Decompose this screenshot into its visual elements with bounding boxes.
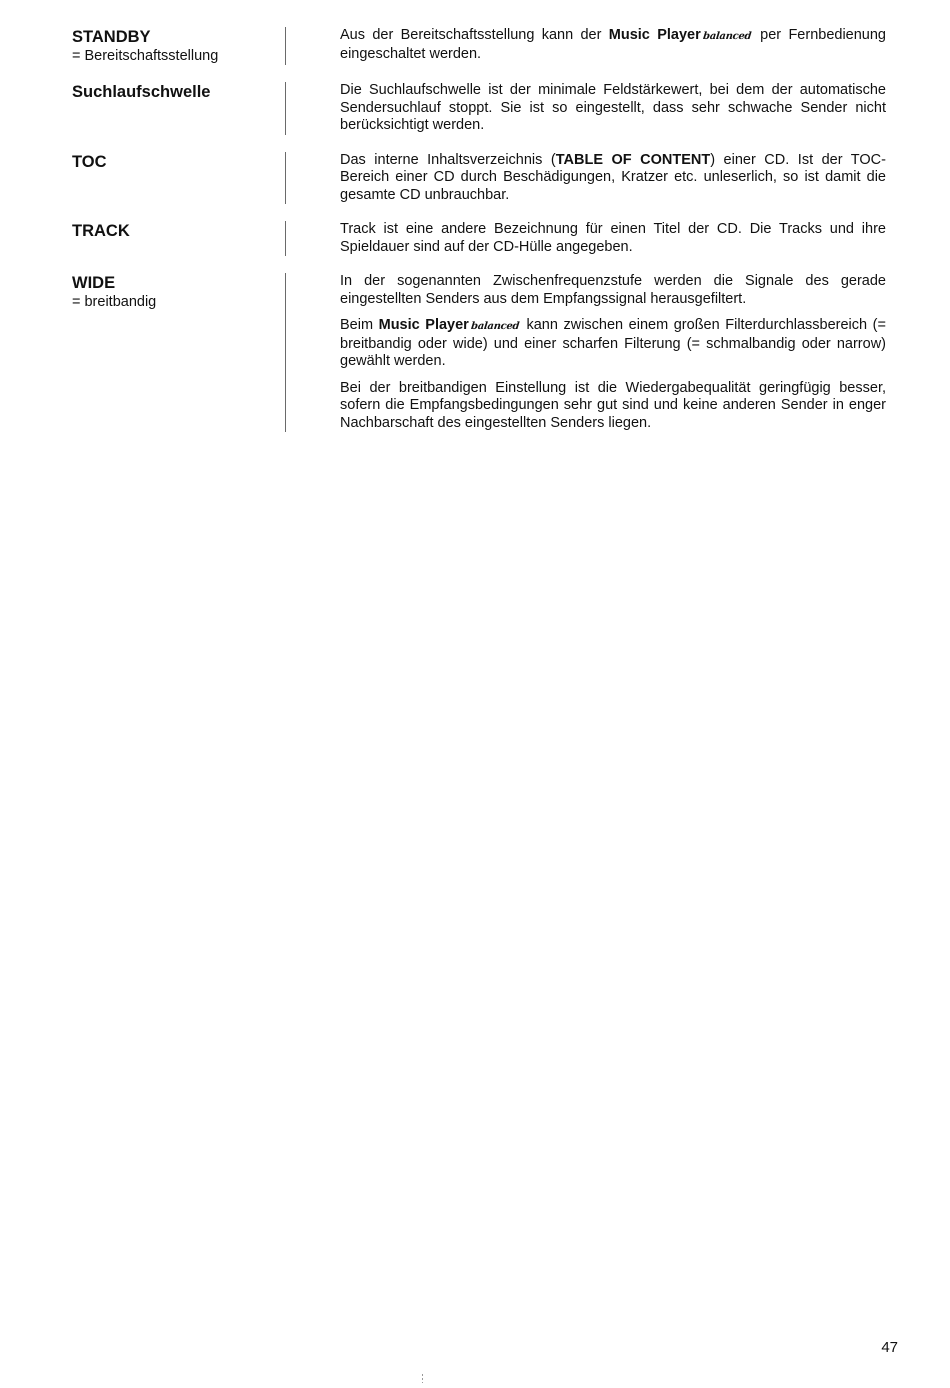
definition-paragraph [340,380,886,433]
balanced-logo: balanced [470,321,520,332]
term-title: Suchlaufschwelle [72,83,211,101]
definition-text: Die Suchlaufschwelle ist der minimale Feldstärkewert, bei dem der automatische Sendersuchlauf stoppt. Sie ist so eingestellt, dass sehr schwache Sender nicht berücksichtigt werden. [340,82,886,133]
term-title: TOC [72,152,107,171]
definition-text: Beim [340,317,379,333]
balanced-logo: balanced [702,31,752,42]
column-divider [285,82,286,135]
definition-paragraph [340,273,886,308]
term-column [72,273,285,432]
definition-text: Track ist eine andere Bezeichnung für einen Titel der CD. Die Tracks und ihre Spieldauer sind auf der CD-Hülle angegeben. [340,221,886,255]
term-title: STANDBY [72,28,151,46]
definition-column [340,152,886,205]
emphasis-text: TABLE OF CONTENT [555,151,711,168]
definition-paragraph [340,317,886,371]
glossary-entry-wide [72,273,886,432]
term-title: WIDE [72,274,116,292]
product-name: Music Player [378,317,469,333]
glossary-entry-toc [72,152,886,205]
term-column [72,152,285,205]
definition-text: Das interne Inhaltsverzeichnis ( [340,151,556,168]
term-column [72,221,285,256]
column-divider [285,221,286,256]
column-divider [285,27,286,65]
definition-paragraph [340,152,886,205]
column-divider [285,273,286,432]
term-column [72,27,285,65]
glossary-entry-standby [72,27,886,65]
glossary-entry-track [72,221,886,256]
definition-paragraph [340,221,886,256]
definition-column [340,27,886,65]
definition-column [340,273,886,432]
page-number: 47 [881,1339,898,1356]
glossary-entry-suchlaufschwelle [72,82,886,135]
term-column [72,82,285,135]
glossary [72,27,886,449]
term-title: TRACK [72,222,130,240]
term-synonym: = breitbandig [72,294,157,310]
definition-column [340,221,886,256]
definition-text: In der sogenannten Zwischenfrequenzstufe werden die Signale des gerade eingestellten Senders aus dem Empfangssignal herausgefiltert. [340,273,886,307]
definition-text: Aus der Bereitschaftsstellung kann der [340,27,609,43]
column-divider [285,152,286,205]
scan-mark [422,1374,423,1383]
product-name: Music Player [608,27,701,43]
definition-paragraph [340,27,886,63]
definition-text: per Fernbedienung eingeschaltet werden. [340,27,886,62]
definition-text: Bei der breitbandigen Einstellung ist die Wiedergabequalität geringfügig besser, sofern die Empfangsbedingungen sehr gut sind und keine anderen Sender in enger Nachbarschaft des eingestellten Senders liegen. [340,379,886,431]
definition-paragraph [340,82,886,135]
definition-text: ) einer CD. Ist der TOC-Bereich einer CD durch Beschädigungen, Kratzer etc. unleserlich, so ist damit die gesamte CD unbrauchbar. [340,151,886,203]
definition-column [340,82,886,135]
term-synonym: = Bereitschaftsstellung [72,48,219,64]
definition-text: kann zwischen einem großen Filterdurchlassbereich (= breitbandig oder wide) und einer scharfen Filterung (= schmalbandig oder narrow) gewählt werden. [340,317,886,369]
